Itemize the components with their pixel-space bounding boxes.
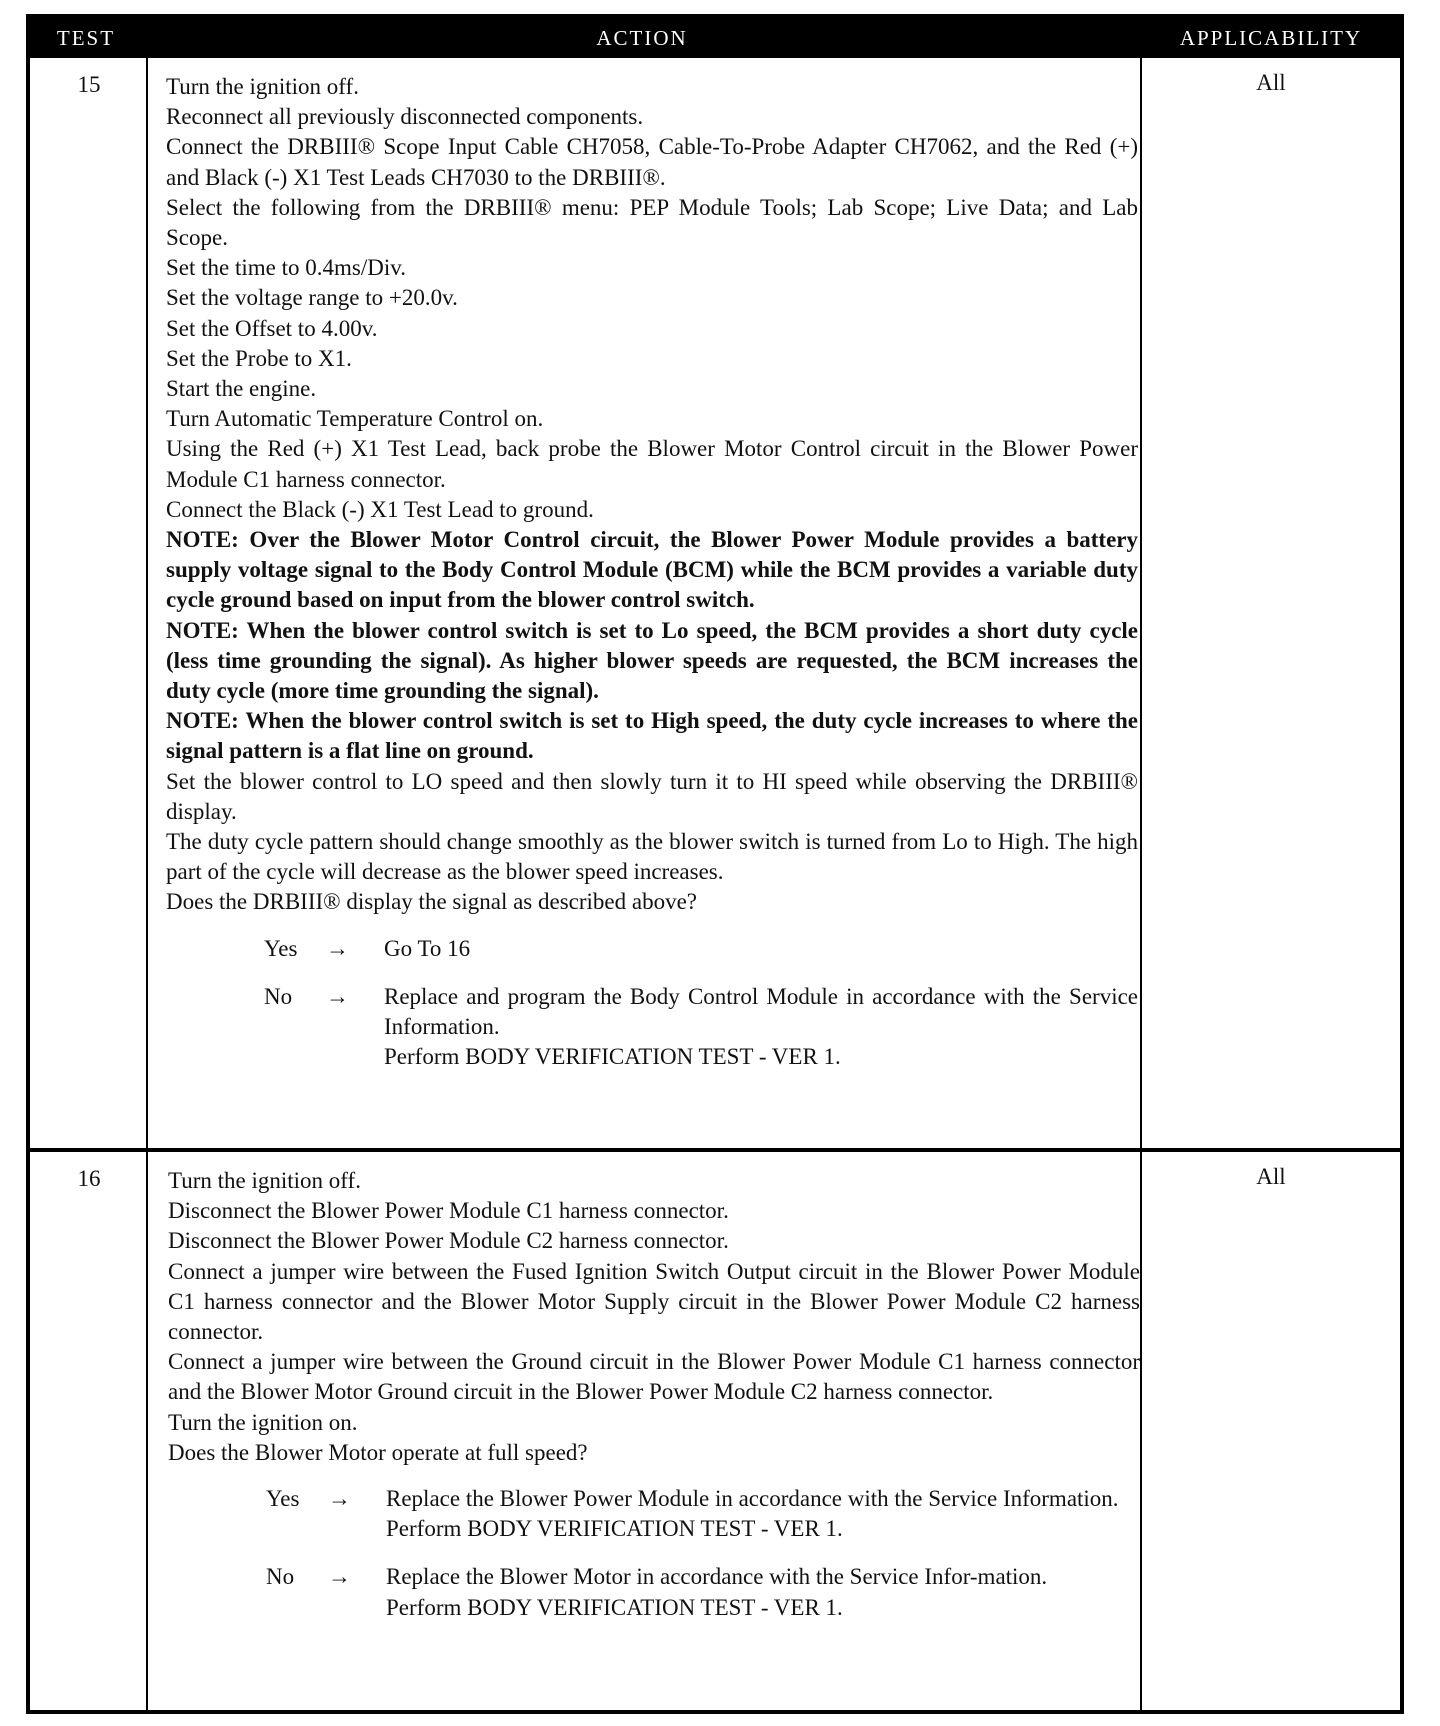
test-number: 15: [77, 72, 101, 97]
result-outcome: Perform BODY VERIFICATION TEST - VER 1.: [386, 1594, 843, 1620]
result-label: No: [264, 983, 293, 1009]
action-line: Connect the Black (-) X1 Test Lead to ground.: [166, 496, 594, 522]
action-line: Set the time to 0.4ms/Div.: [166, 255, 406, 281]
test-row-16: [30, 1152, 1400, 1710]
applicability-cell: [1142, 58, 1400, 1148]
action-line: Turn the ignition on.: [168, 1409, 358, 1435]
action-text: [166, 72, 1138, 1091]
result-label: Yes: [266, 1486, 300, 1512]
result-no: [166, 982, 1138, 1073]
test-number-cell: [30, 1152, 148, 1710]
diagnostic-test-table: [26, 14, 1404, 1714]
note-line: NOTE: When the blower control switch is set to Lo speed, the BCM provides a short duty cycle (less time grounding the signal). As higher blower speeds are requested, the BCM increases the duty cycle (more time grounding the signal).: [166, 617, 1138, 704]
header-action: ACTION: [596, 26, 688, 50]
result-yes: [166, 934, 1138, 964]
action-line: Turn the ignition off.: [166, 74, 359, 99]
test-number: 16: [77, 1166, 101, 1191]
applicability-value: All: [1256, 70, 1286, 95]
result-list: [166, 934, 1138, 1073]
result-outcome: Replace the Blower Motor in accordance with the Service Infor-mation.: [386, 1564, 1048, 1590]
result-label: Yes: [264, 935, 298, 961]
applicability-cell: [1142, 1152, 1400, 1710]
action-line: Reconnect all previously disconnected components.: [166, 104, 644, 130]
note-line: NOTE: When the blower control switch is set to High speed, the duty cycle increases to where the signal pattern is a flat line on ground.: [166, 708, 1138, 764]
question-line: Does the DRBIII® display the signal as described above?: [166, 889, 697, 915]
action-cell: [148, 1152, 1142, 1710]
action-line: Select the following from the DRBIII® menu: PEP Module Tools; Lab Scope; Live Data; and Lab Scope.: [166, 194, 1138, 251]
right-arrow-icon: →: [328, 1564, 351, 1590]
action-line: Set the Probe to X1.: [166, 345, 352, 371]
action-cell: [148, 58, 1142, 1148]
test-number-cell: [30, 58, 148, 1148]
header-applicability: APPLICABILITY: [1179, 26, 1363, 50]
result-outcome: Go To 16: [384, 935, 471, 961]
header-test: TEST: [56, 26, 116, 50]
result-yes: [168, 1484, 1140, 1544]
test-row-15: [30, 58, 1400, 1152]
result-outcome: Replace the Blower Power Module in accordance with the Service Information.: [386, 1486, 1119, 1512]
action-line: Connect a jumper wire between the Ground circuit in the Blower Power Module C1 harness connector and the Blower Motor Ground circuit in the Blower Power Module C2 harness connector.: [168, 1349, 1140, 1405]
result-outcome: Perform BODY VERIFICATION TEST - VER 1.: [386, 1516, 843, 1542]
action-line: Connect the DRBIII® Scope Input Cable CH7058, Cable-To-Probe Adapter CH7062, and the Red (+) and Black (-) X1 Test Leads CH7030 to the DRBIII®.: [166, 134, 1138, 190]
action-line: Turn the ignition off.: [168, 1168, 361, 1193]
action-line: Set the Offset to 4.00v.: [166, 315, 378, 341]
table-header: [30, 18, 1400, 58]
action-line: Using the Red (+) X1 Test Lead, back probe the Blower Motor Control circuit in the Blower Power Module C1 harness connector.: [166, 436, 1138, 492]
result-outcome: Replace and program the Body Control Module in accordance with the Service Information.: [384, 983, 1138, 1040]
question-line: Does the Blower Motor operate at full speed?: [168, 1439, 588, 1465]
action-line: Connect a jumper wire between the Fused Ignition Switch Output circuit in the Blower Power Module C1 harness connector and the Blower Motor Supply circuit in the Blower Power Module C2 harness connector.: [168, 1258, 1140, 1345]
action-line: Turn Automatic Temperature Control on.: [166, 406, 544, 432]
right-arrow-icon: →: [328, 1486, 351, 1512]
result-outcome: Perform BODY VERIFICATION TEST - VER 1.: [384, 1044, 841, 1070]
action-line: Disconnect the Blower Power Module C2 harness connector.: [168, 1228, 729, 1254]
result-no: [168, 1562, 1140, 1622]
action-line: Set the voltage range to +20.0v.: [166, 285, 458, 311]
note-line: NOTE: Over the Blower Motor Control circuit, the Blower Power Module provides a battery supply voltage signal to the Body Control Module (BCM) while the BCM provides a variable duty cycle ground based on input from the blower control switch.: [166, 527, 1138, 613]
result-label: No: [266, 1564, 295, 1590]
result-list: [168, 1484, 1140, 1623]
action-line: Disconnect the Blower Power Module C1 harness connector.: [168, 1198, 729, 1224]
action-line: The duty cycle pattern should change smoothly as the blower switch is turned from Lo to High. The high part of the cycle will decrease as the blower speed increases.: [166, 829, 1138, 885]
applicability-value: All: [1256, 1164, 1286, 1189]
right-arrow-icon: →: [326, 983, 349, 1009]
action-text: [168, 1166, 1140, 1641]
right-arrow-icon: →: [326, 935, 349, 961]
action-line: Start the engine.: [166, 376, 317, 402]
action-line: Set the blower control to LO speed and then slowly turn it to HI speed while observing the DRBIII® display.: [166, 768, 1138, 824]
